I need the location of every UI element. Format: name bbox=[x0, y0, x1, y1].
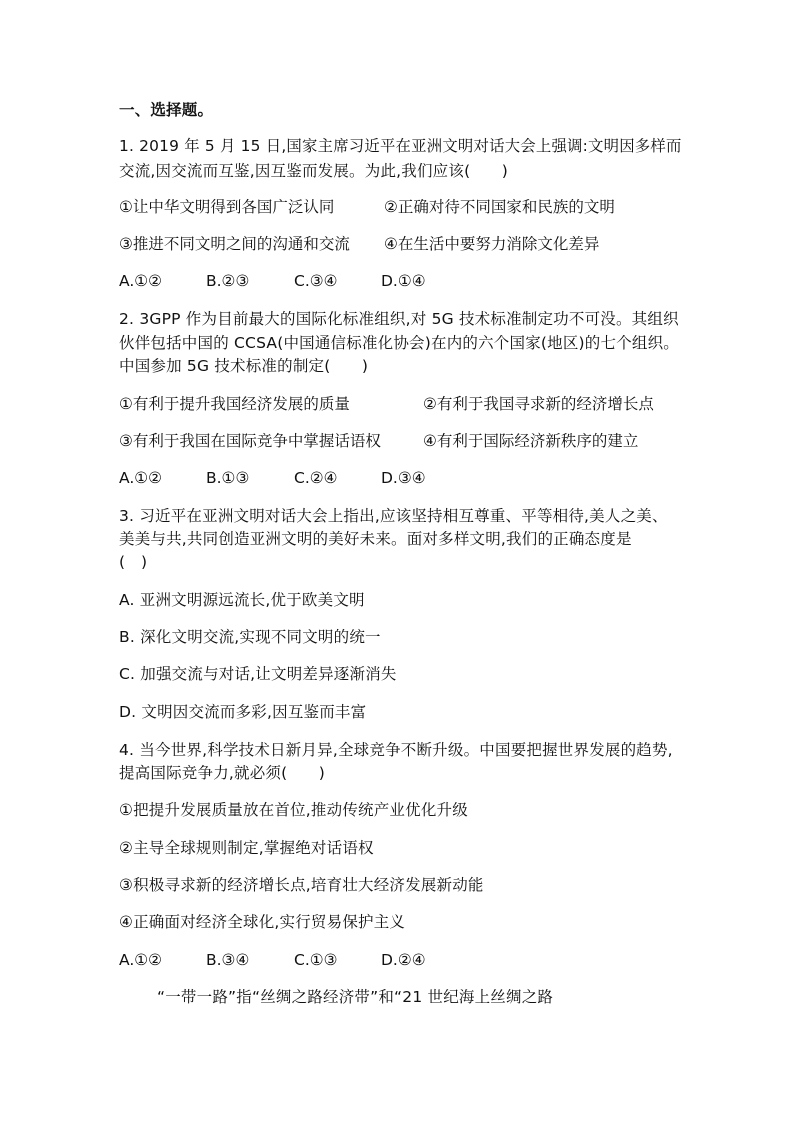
q2-statement-1: ①有利于提升我国经济发展的质量 bbox=[119, 395, 350, 413]
q2-choice-d: D.③④ bbox=[381, 469, 426, 487]
q2-choice-c: C.②④ bbox=[294, 469, 338, 487]
q3-option-d: D. 文明因交流而多彩,因互鉴而丰富 bbox=[119, 703, 367, 721]
q2-statement-2: ②有利于我国寻求新的经济增长点 bbox=[423, 395, 654, 413]
q2-statement-4: ④有利于国际经济新秩序的建立 bbox=[423, 432, 639, 450]
q1-choice-c: C.③④ bbox=[294, 272, 338, 290]
q3-option-b: B. 深化文明交流,实现不同文明的统一 bbox=[119, 628, 381, 646]
q5-intro-line: “一带一路”指“丝绸之路经济带”和“21 世纪海上丝绸之路 bbox=[157, 988, 554, 1006]
q4-statement-1: ①把提升发展质量放在首位,推动传统产业优化升级 bbox=[119, 801, 468, 819]
q4-statement-4: ④正确面对经济全球化,实行贸易保护主义 bbox=[119, 913, 406, 931]
q3-stem-line-2: 美美与共,共同创造亚洲文明的美好未来。面对多样文明,我们的正确态度是 bbox=[119, 530, 632, 548]
q4-stem-line-2: 提高国际竞争力,就必须( ) bbox=[119, 764, 326, 782]
q4-choice-c: C.①③ bbox=[294, 951, 338, 969]
q3-stem-line-1: 3. 习近平在亚洲文明对话大会上指出,应该坚持相互尊重、平等相待,美人之美、 bbox=[119, 507, 668, 525]
q3-stem-line-3: ( ) bbox=[119, 553, 148, 571]
section-title: 一、选择题。 bbox=[119, 101, 214, 119]
q2-choice-a: A.①② bbox=[119, 469, 163, 487]
q1-statement-1: ①让中华文明得到各国广泛认同 bbox=[119, 198, 335, 216]
q3-option-c: C. 加强交流与对话,让文明差异逐渐消失 bbox=[119, 665, 397, 683]
q4-choice-d: D.②④ bbox=[381, 951, 426, 969]
q3-option-a: A. 亚洲文明源远流长,优于欧美文明 bbox=[119, 591, 365, 609]
q4-statement-2: ②主导全球规则制定,掌握绝对话语权 bbox=[119, 839, 374, 857]
q4-choice-b: B.③④ bbox=[206, 951, 250, 969]
q1-statement-4: ④在生活中要努力消除文化差异 bbox=[384, 235, 600, 253]
q2-statement-3: ③有利于我国在国际竞争中掌握话语权 bbox=[119, 432, 381, 450]
q2-choice-b: B.①③ bbox=[206, 469, 250, 487]
q4-stem-line-1: 4. 当今世界,科学技术日新月异,全球竞争不断升级。中国要把握世界发展的趋势, bbox=[119, 741, 673, 759]
q1-stem-line-2: 交流,因交流而互鉴,因互鉴而发展。为此,我们应该( ) bbox=[119, 162, 508, 180]
q4-choice-a: A.①② bbox=[119, 951, 163, 969]
q4-statement-3: ③积极寻求新的经济增长点,培育壮大经济发展新动能 bbox=[119, 876, 484, 894]
q1-statement-2: ②正确对待不同国家和民族的文明 bbox=[384, 198, 615, 216]
q2-stem-line-3: 中国参加 5G 技术标准的制定( ) bbox=[119, 357, 369, 375]
q2-stem-line-2: 伙伴包括中国的 CCSA(中国通信标准化协会)在内的六个国家(地区)的七个组织。 bbox=[119, 334, 679, 352]
q1-statement-3: ③推进不同文明之间的沟通和交流 bbox=[119, 235, 350, 253]
q1-choice-d: D.①④ bbox=[381, 272, 426, 290]
q1-stem-line-1: 1. 2019 年 5 月 15 日,国家主席习近平在亚洲文明对话大会上强调:文明因多样而 bbox=[119, 137, 682, 155]
q2-stem-line-1: 2. 3GPP 作为目前最大的国际化标准组织,对 5G 技术标准制定功不可没。其组织 bbox=[119, 310, 679, 328]
q1-choice-a: A.①② bbox=[119, 272, 163, 290]
q1-choice-b: B.②③ bbox=[206, 272, 250, 290]
